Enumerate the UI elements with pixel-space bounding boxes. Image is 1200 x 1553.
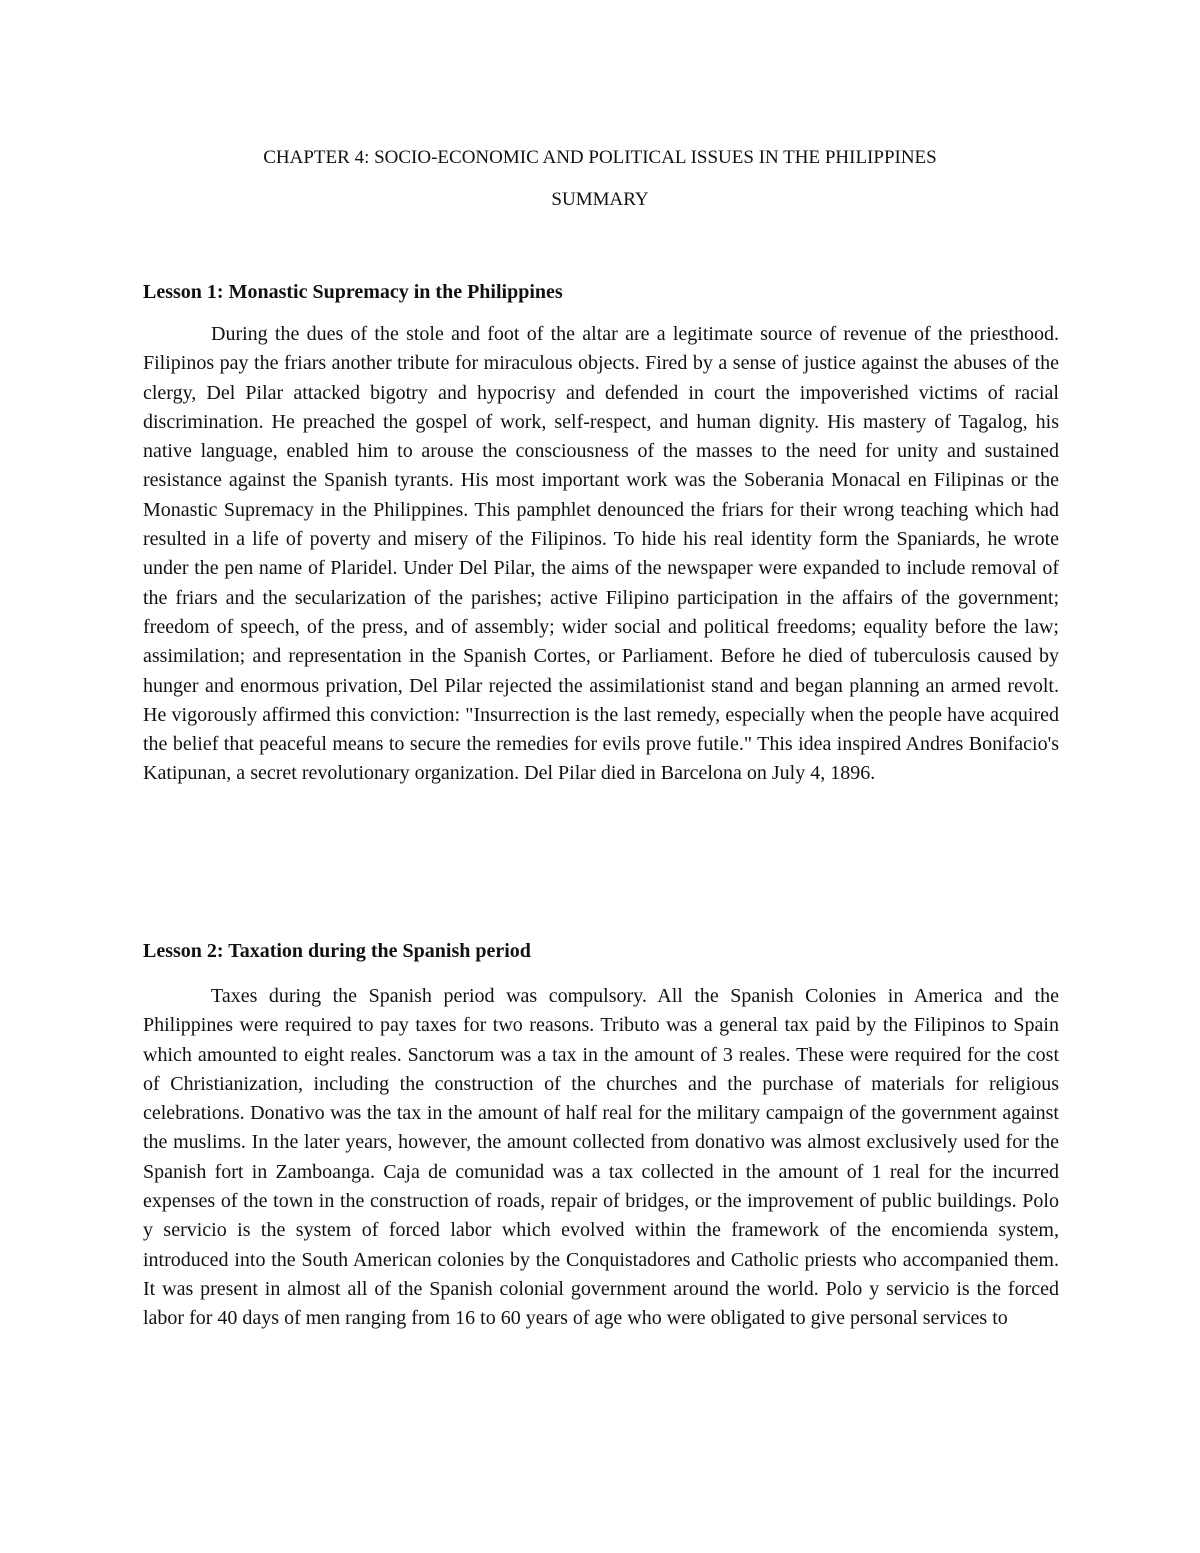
lesson-1-heading: Lesson 1: Monastic Supremacy in the Philippines	[143, 281, 563, 303]
lesson-2-paragraph: Taxes during the Spanish period was compulsory. All the Spanish Colonies in America and the Philippines were required to pay taxes for two reasons. Tributo was a general tax paid by the Filipinos to Spain which amounted to eight reales. Sanctorum was a tax in the amount of 3 reales. These were required for the cost of Christianization, including the construction of the churches and the purchase of materials for religious celebrations. Donativo was the tax in the amount of half real for the military campaign of the government against the muslims. In the later years, however, the amount collected from donativo was almost exclusively used for the Spanish fort in Zamboanga. Caja de comunidad was a tax collected in the amount of 1 real for the incurred expenses of the town in the construction of roads, repair of bridges, or the improvement of public buildings. Polo y servicio is the system of forced labor which evolved within the framework of the encomienda system, introduced into the South American colonies by the Conquistadores and Catholic priests who accompanied them. It was present in almost all of the Spanish colonial government around the world. Polo y servicio is the forced labor for 40 days of men ranging from 16 to 60 years of age who were obligated to give personal services to	[143, 985, 1059, 1330]
lesson-2-heading: Lesson 2: Taxation during the Spanish period	[143, 940, 531, 962]
summary-title: SUMMARY	[551, 189, 649, 210]
lesson-1-paragraph: During the dues of the stole and foot of the altar are a legitimate source of revenue of the priesthood. Filipinos pay the friars another tribute for miraculous objects. Fired by a sense of justice against the abuses of the clergy, Del Pilar attacked bigotry and hypocrisy and defended in court the impoverished victims of racial discrimination. He preached the gospel of work, self-respect, and human dignity. His mastery of Tagalog, his native language, enabled him to arouse the consciousness of the masses to the need for unity and sustained resistance against the Spanish tyrants. His most important work was the Soberania Monacal en Filipinas or the Monastic Supremacy in the Philippines. This pamphlet denounced the friars for their wrong teaching which had resulted in a life of poverty and misery of the Filipinos. To hide his real identity form the Spaniards, he wrote under the pen name of Plaridel. Under Del Pilar, the aims of the newspaper were expanded to include removal of the friars and the secularization of the parishes; active Filipino participation in the affairs of the government; freedom of speech, of the press, and of assembly; wider social and political freedoms; equality before the law; assimilation; and representation in the Spanish Cortes, or Parliament. Before he died of tuberculosis caused by hunger and enormous privation, Del Pilar rejected the assimilationist stand and began planning an armed revolt. He vigorously affirmed this conviction: "Insurrection is the last remedy, especially when the people have acquired the belief that peaceful means to secure the remedies for evils prove futile." This idea inspired Andres Bonifacio's Katipunan, a secret revolutionary organization. Del Pilar died in Barcelona on July 4, 1896.	[143, 323, 1059, 785]
chapter-title: CHAPTER 4: SOCIO-ECONOMIC AND POLITICAL ISSUES IN THE PHILIPPINES	[263, 147, 937, 168]
